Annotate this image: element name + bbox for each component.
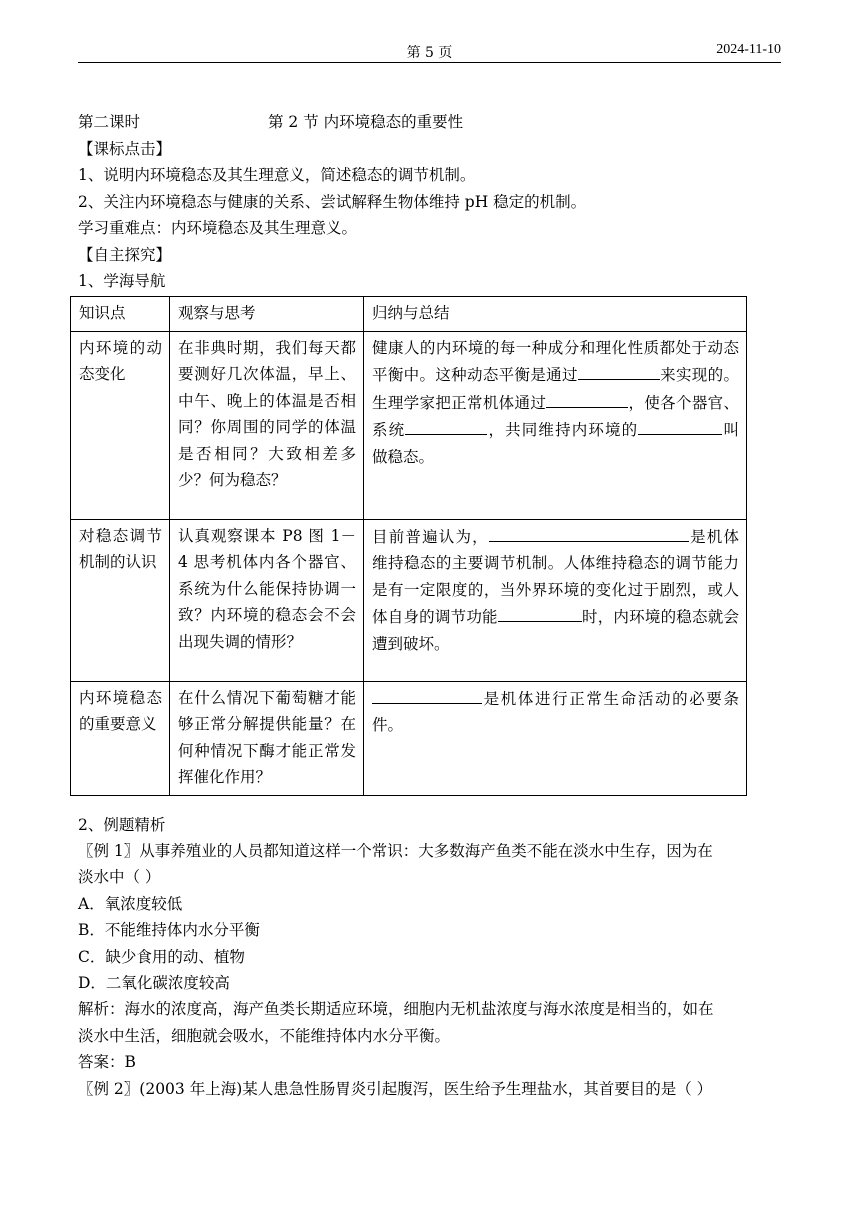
table-row	[71, 681, 747, 795]
lesson-period: 第二课时	[78, 113, 141, 131]
summary-text: ，共同维持内环境的	[487, 421, 639, 439]
summary-text: ，使各个器官、系统	[372, 393, 739, 439]
fill-blank[interactable]	[546, 389, 628, 408]
topic-cell: 内环境的动态变化	[71, 331, 170, 519]
key-point: 学习重难点：内环境稳态及其生理意义。	[78, 219, 358, 237]
summary-text: 是机体进行正常生命活动的必要条件。	[372, 689, 739, 734]
fill-blank[interactable]	[489, 523, 689, 542]
objective-item: 1、说明内环境稳态及其生理意义，简述稳态的调节机制。	[78, 166, 476, 184]
question-cell: 在什么情况下葡萄糖才能够正常分解提供能量？在何种情况下酶才能正常发挥催化作用？	[170, 681, 364, 795]
fill-blank[interactable]	[372, 685, 482, 704]
summary-text: 是机体维持稳态的主要调节机制。人体维持稳态的调节能力是有一定限度的，当外界环境的变化过于剧烈，或人体自身的调节功能	[372, 527, 739, 626]
page-header	[78, 40, 781, 63]
analysis-text: 淡水中生活，细胞就会吸水，不能维持体内水分平衡。	[78, 1027, 451, 1045]
header-date: 2024-11-10	[716, 42, 781, 57]
summary-cell	[364, 519, 747, 681]
answer-text: 答案：B	[78, 1053, 136, 1071]
fill-blank[interactable]	[498, 603, 582, 622]
example-1-stem: 〖例 1〗从事养殖业的人员都知道这样一个常识：大多数海产鱼类不能在淡水中生存，因为在	[78, 842, 713, 860]
column-header: 知识点	[71, 297, 170, 332]
summary-text: 健康人的内环境的每一种成分和理化性质都处于动态平衡中。这种动态平衡是通过	[372, 338, 739, 384]
objective-item: 2、关注内环境稳态与健康的关系、尝试解释生物体维持 pH 稳定的机制。	[78, 193, 587, 211]
objectives-heading: 【课标点击】	[78, 140, 172, 158]
question-cell: 在非典时期，我们每天都要测好几次体温，早上、中午、晚上的体温是否相同？你周围的同学的体温是否相同？大致相差多少？何为稳态？	[170, 331, 364, 519]
summary-text: 目前普遍认为，	[372, 527, 489, 546]
example-2-stem: 〖例 2〗(2003 年上海)某人患急性肠胃炎引起腹泻，医生给予生理盐水，其首要目的是（ ）	[78, 1080, 713, 1098]
table-row	[71, 331, 747, 519]
summary-cell	[364, 331, 747, 519]
topic-cell: 内环境稳态的重要意义	[71, 681, 170, 795]
summary-text: 叫做稳态。	[372, 421, 739, 466]
section-title: 第 2 节 内环境稳态的重要性	[268, 113, 464, 131]
summary-text: 时，内环境的稳态就会遭到破坏。	[372, 608, 739, 653]
option-a: A．氧浓度较低	[78, 895, 183, 913]
option-b: B．不能维持体内水分平衡	[78, 921, 260, 939]
learning-guide-table	[70, 296, 747, 796]
option-c: C．缺少食用的动、植物	[78, 948, 245, 966]
question-cell: 认真观察课本 P8 图 1－4 思考机体内各个器官、系统为什么能保持协调一致？内环境的稳态会不会出现失调的情形？	[170, 519, 364, 681]
explore-heading: 【自主探究】	[78, 246, 172, 264]
option-d: D．二氧化碳浓度较高	[78, 974, 230, 992]
fill-blank[interactable]	[578, 361, 660, 380]
fill-blank[interactable]	[405, 416, 487, 435]
column-header: 观察与思考	[170, 297, 364, 332]
summary-text: 来实现的。生理学家把正常机体通过	[372, 366, 739, 412]
analysis-text: 解析：海水的浓度高，海产鱼类长期适应环境，细胞内无机盐浓度与海水浓度是相当的，如在	[78, 1000, 714, 1018]
examples-heading: 2、例题精析	[78, 816, 166, 834]
example-1-stem: 淡水中（ ）	[78, 868, 161, 886]
table-row	[71, 519, 747, 681]
table-header-row	[71, 297, 747, 332]
fill-blank[interactable]	[638, 416, 722, 435]
nav-heading: 1、学海导航	[78, 272, 166, 290]
column-header: 归纳与总结	[364, 297, 747, 332]
summary-cell	[364, 681, 747, 795]
page-number: 第 5 页	[406, 45, 453, 61]
topic-cell: 对稳态调节机制的认识	[71, 519, 170, 681]
